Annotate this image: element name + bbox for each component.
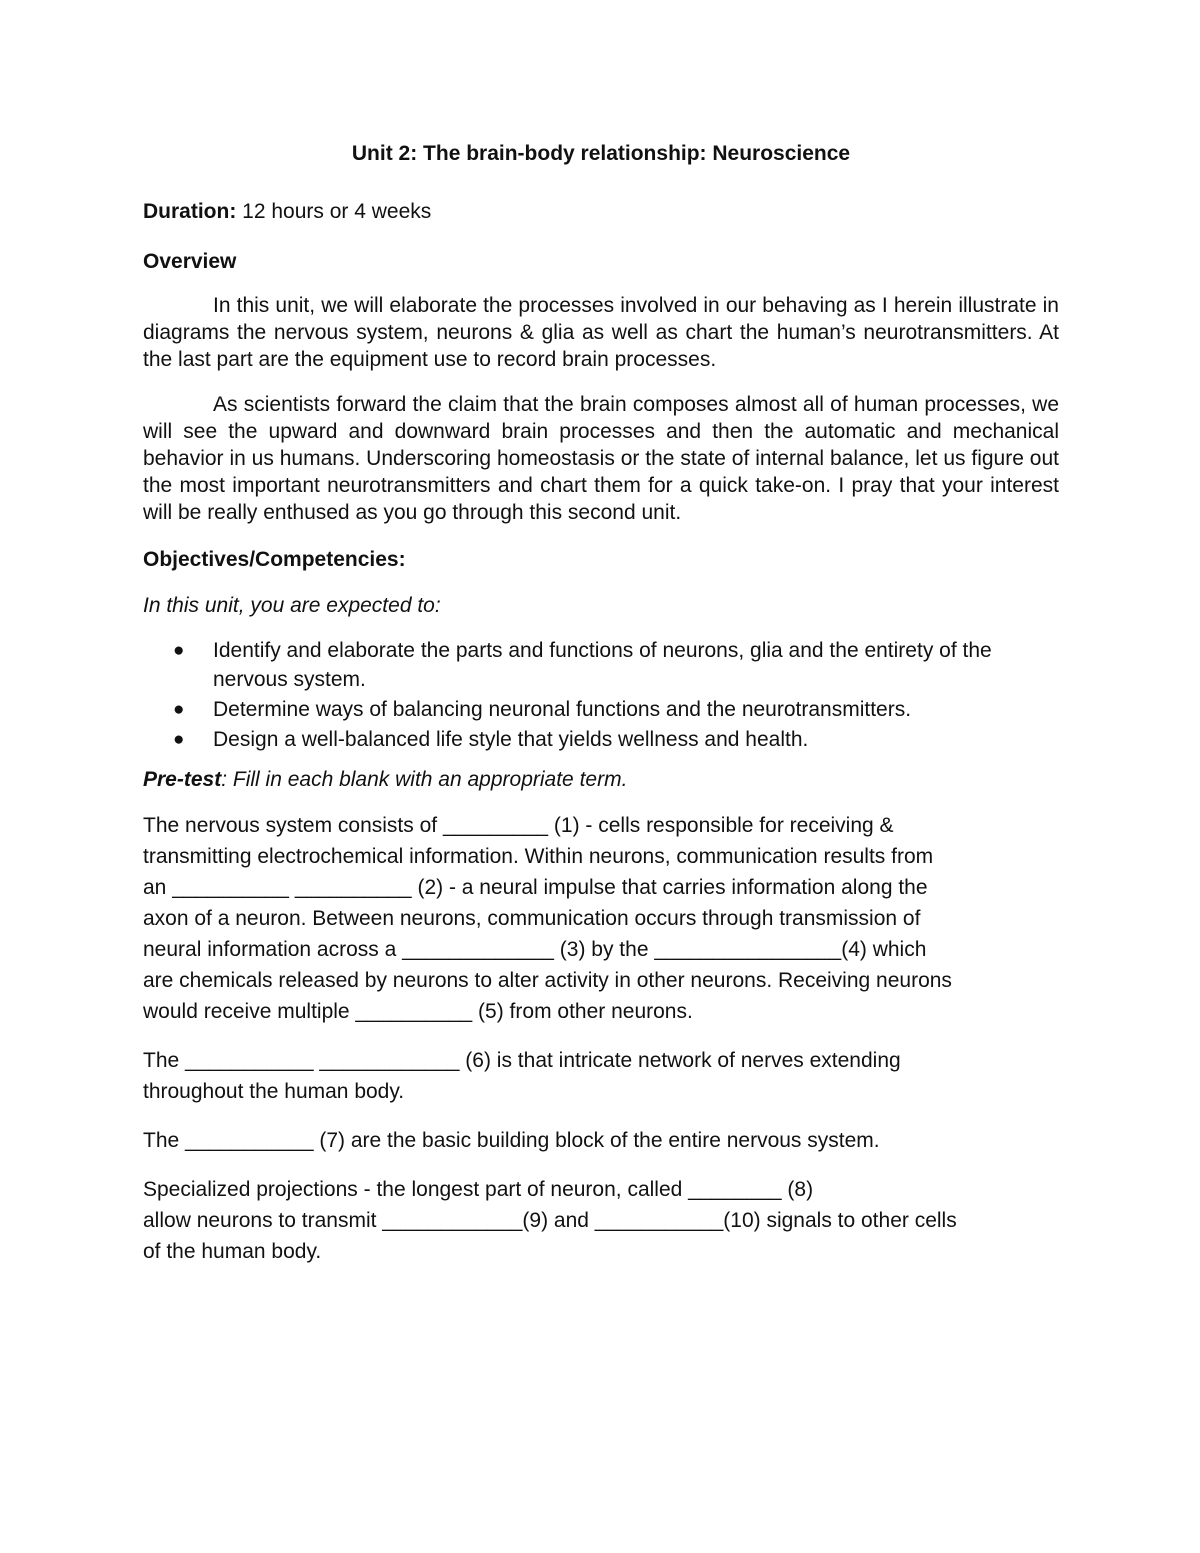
list-item <box>143 725 1059 754</box>
pretest-paragraph-4 <box>143 1174 1059 1267</box>
pretest-paragraph-3 <box>143 1125 1059 1156</box>
pretest-line: The ___________ ____________ (6) is that intricate network of nerves extending <box>143 1049 901 1072</box>
pretest-instruction: : Fill in each blank with an appropriate term. <box>221 768 628 791</box>
duration-value: 12 hours or 4 weeks <box>242 200 432 223</box>
duration-label: Duration: <box>143 200 237 223</box>
pretest-label: Pre-test <box>143 768 222 791</box>
objective-text: Design a well-balanced life style that yields wellness and health. <box>213 728 809 751</box>
pretest-line: neural information across a _____________ (3) by the ________________(4) which <box>143 938 927 961</box>
objectives-intro: In this unit, you are expected to: <box>143 594 441 617</box>
pretest-line: would receive multiple __________ (5) from other neurons. <box>143 1000 693 1023</box>
objectives-list <box>143 636 1059 754</box>
page-title: Unit 2: The brain-body relationship: Neuroscience <box>351 142 851 165</box>
bullet-icon: ● <box>173 640 185 661</box>
list-item <box>143 636 1059 694</box>
pretest-paragraph-2 <box>143 1045 1059 1107</box>
list-item <box>143 695 1059 724</box>
pretest-line: are chemicals released by neurons to alter activity in other neurons. Receiving neurons <box>143 969 952 992</box>
pretest-line: transmitting electrochemical information. Within neurons, communication results from <box>143 845 934 868</box>
pretest-line: an __________ __________ (2) - a neural impulse that carries information along the <box>143 876 928 899</box>
duration-line <box>143 196 1059 228</box>
pretest-line: Specialized projections - the longest part of neuron, called ________ (8) <box>143 1178 814 1201</box>
document-page <box>143 138 1059 1285</box>
pretest-line: The nervous system consists of _________ (1) - cells responsible for receiving & <box>143 814 894 837</box>
overview-paragraph-2: As scientists forward the claim that the brain composes almost all of human processes, we will see the upward and downward brain processes and then the automatic and mechanical behavior in us humans. Underscoring homeostasis or the state of internal balance, let us figure out the most important neurotransmitters and chart them for a quick take-on. I pray that your interest will be really enthused as you go through this second unit. <box>143 393 1059 524</box>
overview-heading: Overview <box>143 250 237 273</box>
pretest-line: throughout the human body. <box>143 1080 405 1103</box>
pretest-paragraph-1 <box>143 810 1059 1027</box>
objective-text: Determine ways of balancing neuronal functions and the neurotransmitters. <box>213 698 912 721</box>
pretest-line: of the human body. <box>143 1240 322 1263</box>
pretest-line: allow neurons to transmit ____________(9) and ___________(10) signals to other cells <box>143 1209 957 1232</box>
objectives-heading: Objectives/Competencies: <box>143 548 406 571</box>
pretest-line: The ___________ (7) are the basic building block of the entire nervous system. <box>143 1129 880 1152</box>
pretest-instruction-line <box>143 764 1059 796</box>
objective-text: Identify and elaborate the parts and functions of neurons, glia and the entirety of the nervous system. <box>213 639 992 691</box>
bullet-icon: ● <box>173 699 185 720</box>
pretest-line: axon of a neuron. Between neurons, communication occurs through transmission of <box>143 907 921 930</box>
bullet-icon: ● <box>173 729 185 750</box>
overview-paragraph-1: In this unit, we will elaborate the processes involved in our behaving as I herein illustrate in diagrams the nervous system, neurons & glia as well as chart the human’s neurotransmitters. At the last part are the equipment use to record brain processes. <box>143 294 1059 371</box>
